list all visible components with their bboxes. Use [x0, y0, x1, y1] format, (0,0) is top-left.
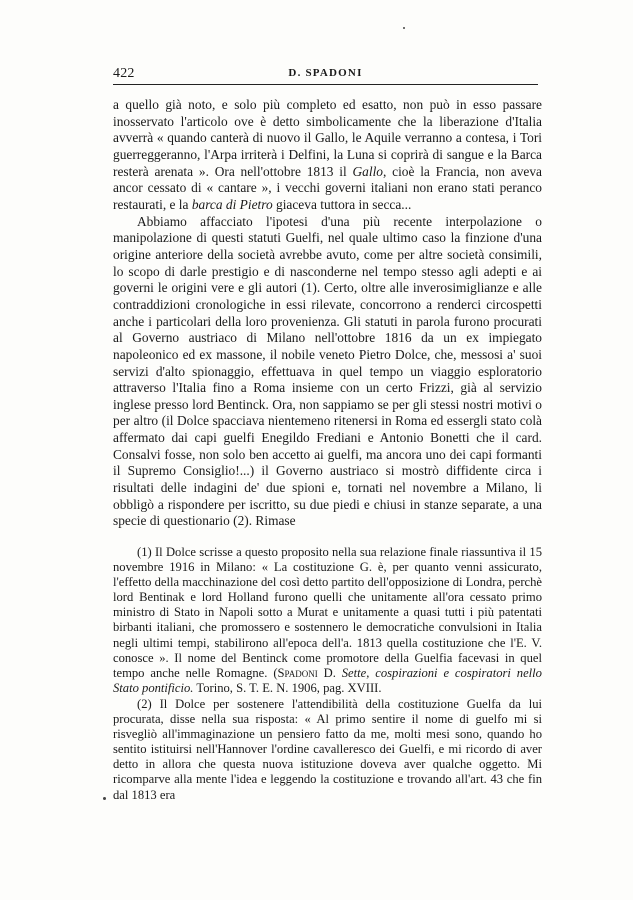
page-header: [113, 66, 538, 85]
footnote-2: (2) Il Dolce per sostenere l'attendibilità della costituzione Guelfa da lui procurata, disse nella sua risposta: « Al primo sentire il nome di guelfo mi si risvegliò all'immaginazione un pensiero fatto da me, molti mesi sono, quando ho sentito istituirsi nell'Hannover l'ordine cavalleresco dei Guelfi, e mi ricordo di aver detto in allora che questa nuova istituzione doveva aver qualche oggetto. Mi ricomparve alla mente l'idea e leggendo la costituzione e trovando all'art. 43 che fin dal 1813 era: [113, 696, 542, 802]
paper-speck: [103, 797, 106, 800]
footnote-1-text-b: D.: [317, 665, 342, 680]
paragraph-1: [113, 97, 542, 214]
paragraph-1-text-c: , cioè la Francia, non aveva ancor cessato di « cantare », i vecchi governi italiani non erano stati peranco restaurati, e la: [113, 163, 542, 212]
footnote-1-text-c: Torino, S. T. E. N. 1906, pag. XVIII.: [193, 680, 382, 695]
paragraph-1-italic-barca: barca di Pietro: [191, 196, 273, 212]
footnote-1: [113, 545, 542, 696]
footnote-1-author: Spadoni: [277, 665, 318, 680]
main-text: [113, 97, 542, 530]
footnotes: [113, 545, 542, 803]
footnote-1-title: Sette, cospirazioni e cospiratori nello Stato pontificio.: [113, 665, 542, 695]
footnote-1-text-a: (1) Il Dolce scrisse a questo proposito nella sua relazione finale riassuntiva il 15 novembre 1916 in Milano: « La costituzione G. è, per quanto venni assicurato, l'effetto della macchinazione del così detto partito dell'opposizione di Londra, perchè lord Bentinak e lord Holland furono quelli che unitamente all'ora cessato primo ministro di Stato in Napoli sotto a Murat e unitamente a quasi tutti i più patentati birbanti italiani, che promossero e sostennero le democratiche convulsioni in Italia negli ultimi tempi, stabilirono all'epoca dell'a. 1813 quella costituzione che l'E. V. conosce ». Il nome del Bentinck come promotore della Guelfia facevasi in quel tempo anche nelle Romagne. (: [113, 545, 542, 680]
paragraph-2: Abbiamo affacciato l'ipotesi d'una più recente interpolazione o manipolazione di questi statuti Guelfi, nel quale ultimo caso la finzione d'una origine anteriore della società avrebbe avuto, come per altre società consimili, lo scopo di darle prestigio e di nasconderne nel tempo stesso agli adepti e ai governi le origini vere e gli autori (1). Certo, oltre alle inverosimiglianze e alle contraddizioni cronologiche in essi rilevate, concorrono a renderci circospetti anche i particolari della loro provenienza. Gli statuti in parola furono procurati al Governo austriaco di Milano nell'ottobre 1816 da un ex impiegato napoleonico ed ex massone, il nobile veneto Pietro Dolce, che, messosi a' suoi servizi d'alto spionaggio, effettuava in quel tempo un viaggio esploratorio attraverso l'Italia fino a Roma insieme con un certo Frizzi, già al servizio inglese presso lord Bentinck. Ora, non sappiamo se per gli stessi nostri motivi o per altro (il Dolce spacciava nientemeno ritenersi in Roma ed essergli stato colà affermato dai capi guelfi Enegildo Frediani e Antonio Bonetti che il card. Consalvi fosse, non solo ben accetto ai guelfi, ma ancora uno dei capi formanti il Supremo Consiglio!...) il Governo austriaco si mostrò diffidente circa i risultati delle indagini de' due spioni e, tornati nel novembre a Milano, li obbligò a rispondere per iscritto, su due piedi e chiusi in stanze separate, a una specie di questionario (2). Rimase: [113, 213, 542, 529]
paper-speck: [403, 27, 405, 29]
paragraph-1-text-a: a quello già noto, e solo più completo ed esatto, non può in esso passare inosservato l'articolo ove è detto simbolicamente che la liberazione d'Italia avverrà « quando canterà di nuovo il Gallo, le Aquile verranno a contesa, i Tori guerreggeranno, l'Arpa irriterà i Delfini, la Luna si coprirà di sangue e la Barca resterà arenata ». Ora nell'ottobre 1813 il: [113, 97, 542, 179]
paragraph-1-text-e: giaceva tuttora in secca...: [272, 196, 412, 212]
running-head: D. SPADONI: [288, 67, 363, 79]
page-number: 422: [113, 66, 135, 81]
paragraph-1-italic-gallo: Gallo: [352, 163, 384, 179]
